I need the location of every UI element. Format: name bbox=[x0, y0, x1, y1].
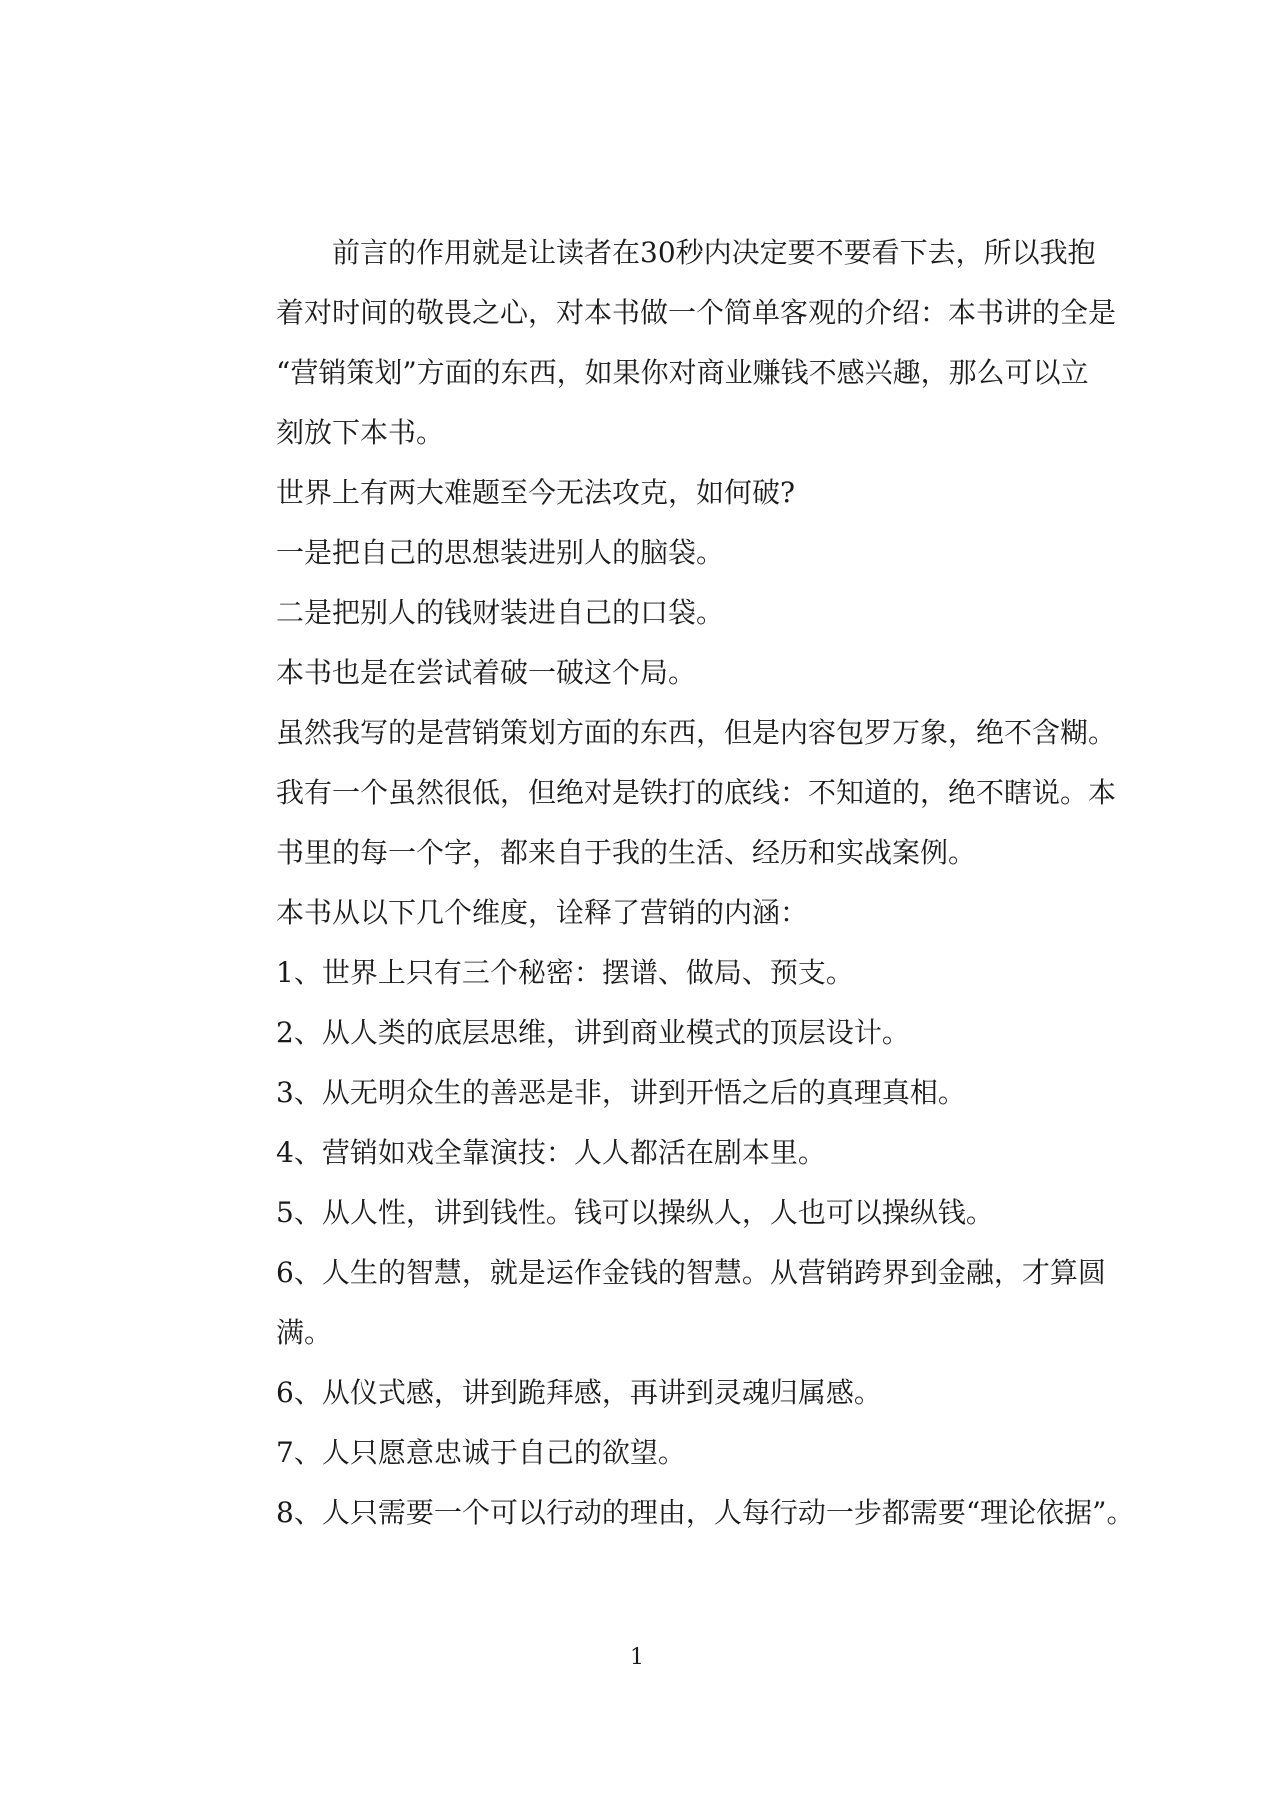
paragraph-line: 本书从以下几个维度，诠释了营销的内涵： bbox=[276, 896, 809, 929]
list-item: 5、从人性，讲到钱性。钱可以操纵人，人也可以操纵钱。 bbox=[276, 1196, 994, 1229]
paragraph-line: 虽然我写的是营销策划方面的东西，但是内容包罗万象，绝不含糊。 bbox=[276, 716, 1117, 749]
page-number: 1 bbox=[630, 1645, 644, 1670]
paragraph-line: 刻放下本书。 bbox=[276, 416, 445, 449]
paragraph-line: 二是把别人的钱财装进自己的口袋。 bbox=[276, 596, 725, 629]
paragraph-line: 一是把自己的思想装进别人的脑袋。 bbox=[276, 536, 725, 569]
list-item: 满。 bbox=[276, 1316, 333, 1349]
list-item: 6、人生的智慧，就是运作金钱的智慧。从营销跨界到金融，才算圆 bbox=[276, 1256, 1106, 1289]
paragraph-line: 世界上有两大难题至今无法攻克，如何破? bbox=[276, 476, 796, 509]
list-item: 6、从仪式感，讲到跪拜感，再讲到灵魂归属感。 bbox=[276, 1376, 882, 1409]
paragraph-line: 本书也是在尝试着破一破这个局。 bbox=[276, 656, 697, 689]
list-item: 7、人只愿意忠诚于自己的欲望。 bbox=[276, 1436, 686, 1469]
list-item: 3、从无明众生的善恶是非，讲到开悟之后的真理真相。 bbox=[276, 1076, 966, 1109]
paragraph-line: 前言的作用就是让读者在30秒内决定要不要看下去，所以我抱 bbox=[332, 236, 1096, 269]
paragraph-line: “营销策划”方面的东西，如果你对商业赚钱不感兴趣，那么可以立 bbox=[276, 356, 1089, 389]
paragraph-line: 着对时间的敬畏之心，对本书做一个简单客观的介绍：本书讲的全是 bbox=[276, 296, 1117, 329]
list-item: 4、营销如戏全靠演技：人人都活在剧本里。 bbox=[276, 1136, 826, 1169]
paragraph-line: 我有一个虽然很低，但绝对是铁打的底线：不知道的，绝不瞎说。本 bbox=[276, 776, 1117, 809]
list-item: 2、从人类的底层思维，讲到商业模式的顶层设计。 bbox=[276, 1016, 910, 1049]
list-item: 1、世界上只有三个秘密：摆谱、做局、预支。 bbox=[276, 956, 854, 989]
paragraph-line: 书里的每一个字，都来自于我的生活、经历和实战案例。 bbox=[276, 836, 977, 869]
list-item: 8、人只需要一个可以行动的理由，人每行动一步都需要“理论依据”。 bbox=[276, 1496, 1135, 1529]
